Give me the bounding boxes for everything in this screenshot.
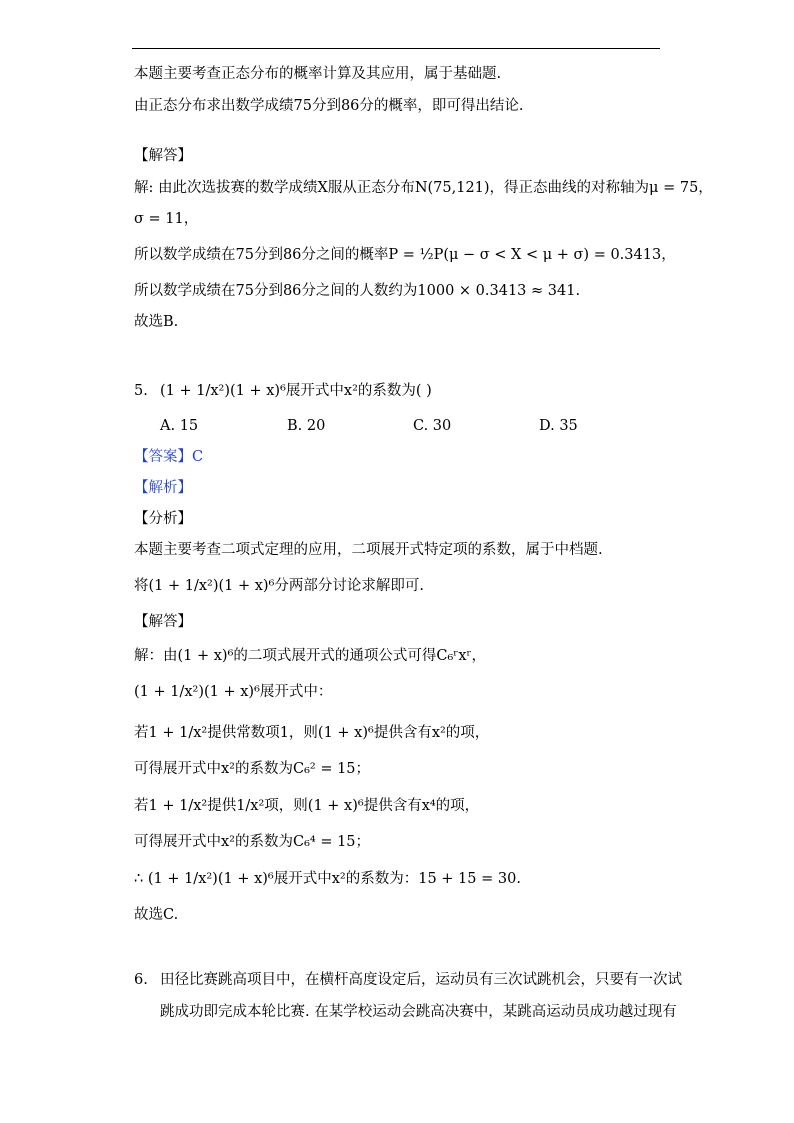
text-line: 将(1 + 1/x²)(1 + x)⁶分两部分讨论求解即可. [134, 578, 425, 594]
text-line: σ = 11， [134, 211, 199, 227]
text-line: 由正态分布求出数学成绩75分到86分的概率，即可得出结论. [134, 98, 524, 114]
text-line: 所以数学成绩在75分到86分之间的概率P = ½P(μ − σ < X < μ + σ) = 0.3413， [134, 247, 676, 263]
question-text: 田径比赛跳高项目中，在横杆高度设定后，运动员有三次试跳机会，只要有一次试 [160, 972, 682, 988]
text-line: 若1 + 1/x²提供1/x²项，则(1 + x)⁶提供含有x⁴的项， [134, 798, 480, 814]
option-c: C. 30 [413, 418, 452, 434]
option-a: A. 15 [160, 418, 199, 434]
option-d: D. 35 [539, 418, 578, 434]
text-line: 可得展开式中x²的系数为C₆⁴ = 15； [134, 834, 371, 850]
option-b: B. 20 [287, 418, 326, 434]
text-line: 本题主要考查正态分布的概率计算及其应用，属于基础题. [134, 66, 502, 82]
analysis-label: 【解析】 [134, 480, 192, 496]
text-line: 可得展开式中x²的系数为C₆² = 15； [134, 761, 371, 777]
text-line: ∴ (1 + 1/x²)(1 + x)⁶展开式中x²的系数为：15 + 15 = 30. [134, 871, 521, 887]
text-line: (1 + 1/x²)(1 + x)⁶展开式中： [134, 684, 333, 700]
section-heading: 【解答】 [134, 614, 192, 630]
question-number: 6. [134, 972, 148, 988]
question-text: 跳成功即完成本轮比赛. 在某学校运动会跳高决赛中，某跳高运动员成功越过现有 [160, 1004, 677, 1020]
text-line: 解: 由此次选拔赛的数学成绩X服从正态分布N(75,121)，得正态曲线的对称轴为μ = 75， [134, 180, 713, 196]
section-heading: 【解答】 [134, 148, 192, 164]
section-heading: 【分析】 [134, 511, 192, 527]
text-line: 所以数学成绩在75分到86分之间的人数约为1000 × 0.3413 ≈ 341. [134, 283, 581, 299]
question-number: 5. [134, 383, 148, 399]
text-line: 故选C. [134, 907, 179, 923]
text-line: 若1 + 1/x²提供常数项1，则(1 + x)⁶提供含有x²的项， [134, 725, 490, 741]
text-line: 本题主要考查二项式定理的应用，二项展开式特定项的系数，属于中档题. [134, 542, 603, 558]
answer-label: 【答案】C [134, 449, 204, 465]
text-line: 故选B. [134, 314, 179, 330]
header-rule [132, 48, 660, 49]
text-line: 解：由(1 + x)⁶的二项式展开式的通项公式可得C₆ʳxʳ， [134, 648, 487, 664]
question-text: (1 + 1/x²)(1 + x)⁶展开式中x²的系数为( ) [160, 383, 432, 399]
